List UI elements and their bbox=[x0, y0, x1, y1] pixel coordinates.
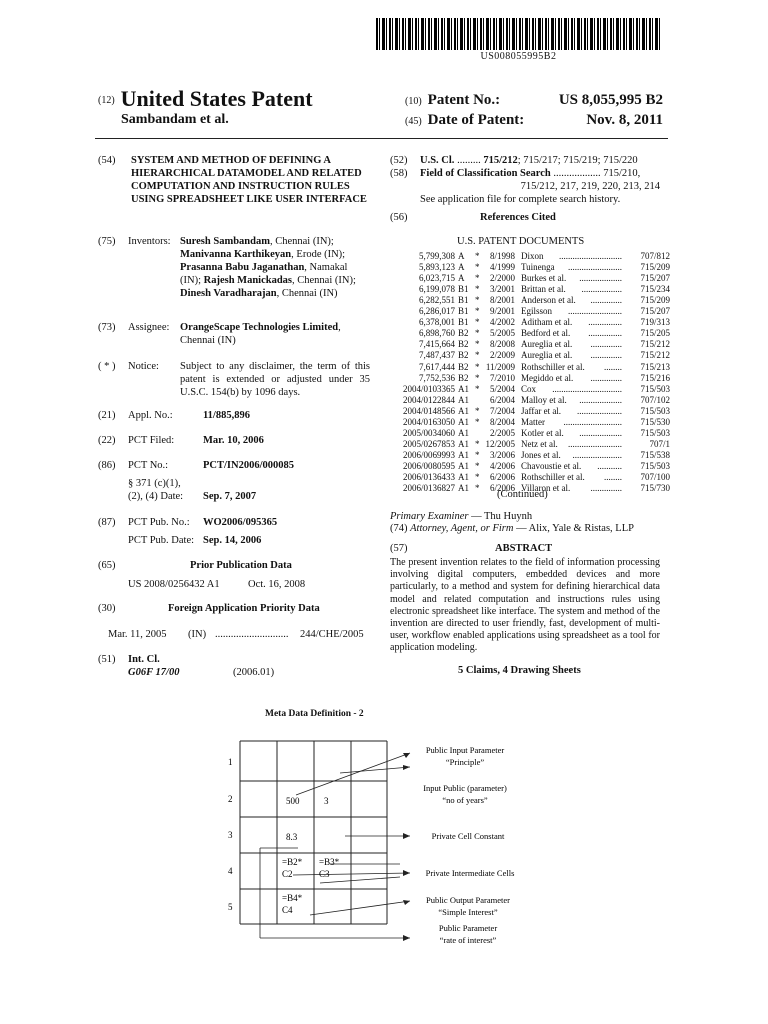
reference-name: Anderson et al. bbox=[521, 295, 576, 306]
pct-pub-no-label: PCT Pub. No.: bbox=[128, 517, 190, 528]
primary-examiner: Primary Examiner — Thu Huynh bbox=[390, 511, 533, 522]
patent-number-label: Patent No.: bbox=[427, 92, 501, 108]
reference-row bbox=[395, 373, 670, 384]
field-52-num: (52) bbox=[390, 155, 408, 166]
reference-star: * bbox=[475, 284, 480, 295]
field-search-row: Field of Classification Search .................. 715/210, bbox=[420, 168, 641, 179]
reference-kind: A1 bbox=[458, 449, 469, 460]
reference-cls: 707/812 bbox=[640, 251, 670, 261]
reference-date: 6/2004 bbox=[489, 394, 515, 405]
field-75-num: (75) bbox=[98, 236, 116, 247]
reference-name: Bedford et al. bbox=[521, 328, 571, 339]
reference-no: 6,023,715 bbox=[419, 273, 455, 284]
cell-b2: 500 bbox=[286, 796, 300, 806]
appl-no-value: 11/885,896 bbox=[203, 410, 250, 421]
s371-value: Sep. 7, 2007 bbox=[203, 491, 257, 502]
prior-pub-heading: Prior Publication Data bbox=[190, 560, 292, 571]
reference-row bbox=[395, 439, 670, 450]
reference-name: Cox bbox=[521, 383, 537, 394]
abstract-text: The present invention relates to the field of information processing involving digital computers, embedded devices and more particularly, to a method and system for defining hierarchical data model and related computation and instructions rules using electronic spreadsheet like interface. The system and method of the invention are directed to user friendly, fast, development of multi-user, workflow enabled applications using spreadsheet as a tool for application modeling. bbox=[390, 557, 660, 654]
reference-kind: A1 bbox=[458, 483, 469, 494]
references-continued: (Continued) bbox=[497, 489, 548, 500]
reference-cls: 707/1 bbox=[649, 438, 670, 449]
reference-dots: ............................ bbox=[559, 251, 622, 261]
field-73-num: (73) bbox=[98, 322, 116, 333]
reference-no: 2005/0034060 bbox=[402, 427, 455, 438]
reference-row bbox=[395, 472, 670, 483]
us-patent-docs-heading: U.S. PATENT DOCUMENTS bbox=[457, 236, 585, 247]
country: United States Patent bbox=[120, 86, 313, 111]
reference-kind: B2 bbox=[458, 361, 469, 372]
field-58-num: (58) bbox=[390, 168, 408, 179]
row-number: 2 bbox=[228, 794, 233, 804]
notice-text: Subject to any disclaimer, the term of this patent is extended or adjusted under 35 U.S.C. 154(b) by 1096 days. bbox=[180, 361, 370, 398]
reference-date: 5/2005 bbox=[489, 328, 515, 339]
reference-star: * bbox=[475, 317, 480, 328]
reference-cls: 707/100 bbox=[640, 472, 670, 482]
foreign-priority-value: 244/CHE/2005 bbox=[300, 629, 364, 640]
reference-name: Rothschiller et al. bbox=[521, 472, 585, 482]
field-56-num: (56) bbox=[390, 212, 408, 223]
prior-pub-date: Oct. 16, 2008 bbox=[248, 579, 306, 590]
reference-cls: 715/212 bbox=[640, 350, 670, 361]
reference-cls: 715/503 bbox=[640, 383, 670, 394]
reference-dots: .................... bbox=[577, 405, 622, 416]
reference-star: * bbox=[475, 328, 480, 339]
reference-date: 3/2006 bbox=[489, 449, 515, 460]
inventors-short: Sambandam et al. bbox=[121, 112, 229, 127]
barcode bbox=[376, 18, 661, 50]
reference-dots: .............. bbox=[590, 350, 622, 361]
foreign-priority-country: (IN) bbox=[188, 629, 207, 640]
pct-pub-no-value: WO2006/095365 bbox=[203, 517, 278, 528]
reference-cls: 715/730 bbox=[640, 483, 670, 494]
reference-no: 7,752,536 bbox=[419, 372, 455, 383]
reference-kind: A1 bbox=[458, 427, 469, 438]
reference-date: 4/2006 bbox=[489, 460, 515, 471]
patent-number-value: US 8,055,995 B2 bbox=[558, 92, 663, 108]
cell-b5-formula: =B4* bbox=[282, 893, 303, 903]
reference-star: * bbox=[475, 339, 480, 350]
field-87-num: (87) bbox=[98, 517, 116, 528]
reference-kind: A1 bbox=[458, 460, 469, 471]
label-private-intermediate: Private Intermediate Cells bbox=[425, 868, 515, 878]
reference-row bbox=[395, 306, 670, 317]
cell-b3: 8.3 bbox=[286, 832, 298, 842]
patent-date-value: Nov. 8, 2011 bbox=[586, 112, 663, 128]
reference-name: Villaron et al. bbox=[521, 483, 571, 494]
field-57-num: (57) bbox=[390, 543, 408, 554]
s371-label-1: § 371 (c)(1), bbox=[128, 478, 181, 489]
reference-no: 2004/0163050 bbox=[402, 416, 455, 427]
reference-cls: 715/503 bbox=[640, 427, 670, 438]
reference-star: * bbox=[475, 251, 480, 261]
patent-number-row: (10) Patent No.: US 8,055,995 B2 bbox=[405, 92, 663, 108]
publication-number: US008055995B2 bbox=[480, 51, 557, 62]
reference-name: Megiddo et al. bbox=[521, 372, 574, 383]
reference-kind: B1 bbox=[458, 284, 469, 295]
reference-kind: A bbox=[458, 273, 465, 284]
reference-dots: ................... bbox=[579, 273, 622, 284]
reference-kind: B2 bbox=[458, 328, 469, 339]
reference-name: Tuinenga bbox=[521, 262, 555, 273]
patent-date-label: Date of Patent: bbox=[427, 112, 525, 128]
reference-star: * bbox=[475, 449, 480, 460]
reference-dots: .......................... bbox=[563, 416, 622, 427]
label-private-constant: Private Cell Constant bbox=[431, 831, 505, 841]
reference-date: 12/2005 bbox=[485, 438, 515, 449]
reference-row bbox=[395, 251, 670, 262]
reference-row bbox=[395, 461, 670, 472]
reference-star: * bbox=[475, 273, 480, 284]
reference-name: Kotler et al. bbox=[521, 427, 564, 438]
reference-row bbox=[395, 317, 670, 328]
reference-row bbox=[395, 273, 670, 284]
reference-cls: 715/209 bbox=[640, 295, 670, 306]
reference-dots: ................... bbox=[579, 427, 622, 438]
reference-kind: B1 bbox=[458, 317, 469, 328]
reference-dots: .............. bbox=[590, 339, 622, 350]
field-21-num: (21) bbox=[98, 410, 116, 421]
reference-name: Matter bbox=[521, 416, 545, 427]
reference-dots: .............. bbox=[590, 483, 622, 494]
header-divider bbox=[95, 138, 668, 139]
field-65-num: (65) bbox=[98, 560, 116, 571]
reference-name: Aureglia et al. bbox=[521, 339, 573, 350]
reference-date: 11/2009 bbox=[485, 361, 515, 372]
label-public-input: Public Input Parameter bbox=[425, 745, 505, 755]
s371-label-2: (2), (4) Date: bbox=[128, 491, 184, 502]
reference-dots: ...................... bbox=[572, 449, 622, 460]
reference-date: 3/2001 bbox=[489, 284, 515, 295]
patent-date-row: (45) Date of Patent: Nov. 8, 2011 bbox=[405, 112, 663, 128]
reference-kind: B2 bbox=[458, 350, 469, 361]
reference-dots: ........................ bbox=[568, 262, 622, 273]
abstract-heading: ABSTRACT bbox=[495, 543, 553, 554]
foreign-priority-dots: ............................ bbox=[215, 629, 289, 640]
reference-row bbox=[395, 417, 670, 428]
reference-no: 5,893,123 bbox=[419, 262, 455, 273]
document-title bbox=[98, 86, 313, 112]
reference-star: * bbox=[475, 438, 480, 449]
reference-star: * bbox=[475, 295, 480, 306]
reference-star: * bbox=[475, 483, 480, 494]
reference-date: 8/2001 bbox=[489, 295, 515, 306]
row-number: 3 bbox=[228, 830, 233, 840]
reference-no: 7,487,437 bbox=[419, 350, 455, 361]
reference-row bbox=[395, 362, 670, 373]
reference-name: Aureglia et al. bbox=[521, 350, 573, 361]
reference-cls: 715/212 bbox=[640, 339, 670, 350]
field-30-num: (30) bbox=[98, 603, 116, 614]
reference-name: Egilsson bbox=[521, 306, 553, 317]
reference-no: 2004/0122844 bbox=[402, 394, 455, 405]
reference-name: Chavoustie et al. bbox=[521, 460, 582, 471]
inventors-list: Suresh Sambandam, Chennai (IN); Manivanna Karthikeyan, Erode (IN); Prasanna Babu Jaganathan, Namakal (IN); Rajesh Manickadas, Chennai (IN); Dinesh Varadharajan, Chennai (IN) bbox=[180, 236, 356, 299]
reference-no: 7,415,664 bbox=[419, 339, 455, 350]
us-cl-row: U.S. Cl. ......... 715/212; 715/217; 715/219; 715/220 bbox=[420, 155, 638, 166]
reference-cls: 715/207 bbox=[640, 306, 670, 317]
label-public-output: Public Output Parameter bbox=[425, 895, 511, 905]
reference-dots: .............. bbox=[590, 372, 622, 383]
reference-row bbox=[395, 295, 670, 306]
reference-row bbox=[395, 339, 670, 350]
reference-no: 2006/0136433 bbox=[402, 472, 455, 482]
reference-cls: 715/234 bbox=[640, 284, 670, 295]
reference-date: 2/2005 bbox=[489, 427, 515, 438]
pct-no-value: PCT/IN2006/000085 bbox=[203, 460, 295, 471]
notice-label: Notice: bbox=[128, 361, 159, 372]
reference-star: * bbox=[475, 350, 480, 361]
reference-no: 2006/0069993 bbox=[402, 449, 455, 460]
reference-cls: 715/205 bbox=[640, 328, 670, 339]
reference-star: * bbox=[475, 416, 480, 427]
reference-no: 6,286,017 bbox=[419, 306, 455, 317]
reference-cls: 715/503 bbox=[640, 405, 670, 416]
reference-kind: A bbox=[458, 251, 465, 261]
reference-dots: .................. bbox=[581, 284, 622, 295]
reference-star: * bbox=[475, 383, 480, 394]
reference-no: 2006/0136827 bbox=[402, 483, 455, 494]
reference-kind: B2 bbox=[458, 372, 469, 383]
reference-kind: A1 bbox=[458, 416, 469, 427]
reference-kind: A1 bbox=[458, 438, 469, 449]
reference-no: 2004/0103365 bbox=[402, 383, 455, 394]
inventors-label: Inventors: bbox=[128, 236, 171, 247]
int-cl-year: (2006.01) bbox=[233, 667, 275, 678]
reference-dots: ............... bbox=[588, 328, 622, 339]
reference-dots: ........ bbox=[604, 361, 622, 372]
appl-no-label: Appl. No.: bbox=[128, 410, 173, 421]
reference-row bbox=[395, 384, 670, 395]
reference-cls: 707/102 bbox=[640, 394, 670, 405]
reference-date: 8/2008 bbox=[489, 339, 515, 350]
pct-filed-value: Mar. 10, 2006 bbox=[203, 435, 264, 446]
claims-summary: 5 Claims, 4 Drawing Sheets bbox=[458, 665, 581, 676]
reference-star: * bbox=[475, 361, 480, 372]
reference-dots: ........................ bbox=[568, 438, 622, 449]
cell-c4-formula: =B3* bbox=[319, 857, 340, 867]
field-search-note: See application file for complete search history. bbox=[420, 194, 621, 205]
reference-no: 7,617,444 bbox=[419, 361, 455, 372]
reference-kind: A1 bbox=[458, 394, 469, 405]
reference-date: 2/2009 bbox=[489, 350, 515, 361]
reference-star: * bbox=[475, 372, 480, 383]
reference-date: 8/1998 bbox=[489, 251, 515, 261]
reference-star: * bbox=[475, 306, 480, 317]
reference-cls: 715/213 bbox=[640, 361, 670, 372]
reference-no: 2005/0267853 bbox=[402, 438, 455, 449]
reference-name: Brittan et al. bbox=[521, 284, 566, 295]
reference-cls: 715/503 bbox=[640, 460, 670, 471]
reference-name: Jaffar et al. bbox=[521, 405, 562, 416]
reference-cls: 715/538 bbox=[640, 449, 670, 460]
cell-b5-ref: C4 bbox=[282, 905, 293, 915]
reference-date: 9/2001 bbox=[489, 306, 515, 317]
reference-dots: .............. bbox=[590, 295, 622, 306]
row-number: 5 bbox=[228, 902, 233, 912]
prior-pub-number: US 2008/0256432 A1 bbox=[128, 579, 220, 590]
reference-row bbox=[395, 328, 670, 339]
reference-row bbox=[395, 406, 670, 417]
reference-name: Rothschiller et al. bbox=[521, 361, 585, 372]
reference-dots: ........... bbox=[597, 460, 622, 471]
reference-row bbox=[395, 350, 670, 361]
reference-date: 7/2004 bbox=[489, 405, 515, 416]
assignee-value: OrangeScape Technologies Limited, Chennai (IN) bbox=[180, 322, 341, 346]
reference-row bbox=[395, 450, 670, 461]
figure-title: Meta Data Definition - 2 bbox=[265, 709, 364, 719]
reference-date: 5/2004 bbox=[489, 383, 515, 394]
reference-row bbox=[395, 284, 670, 295]
reference-name: Burkes et al. bbox=[521, 273, 567, 284]
reference-kind: A1 bbox=[458, 383, 469, 394]
reference-star: * bbox=[475, 460, 480, 471]
reference-kind: A1 bbox=[458, 405, 469, 416]
reference-kind: B1 bbox=[458, 306, 469, 317]
reference-name: Malloy et al. bbox=[521, 394, 567, 405]
reference-no: 6,378,001 bbox=[419, 317, 455, 328]
reference-date: 4/2002 bbox=[489, 317, 515, 328]
reference-no: 6,199,078 bbox=[419, 284, 455, 295]
country-num: (12) bbox=[98, 95, 115, 107]
reference-kind: B2 bbox=[458, 339, 469, 350]
reference-row bbox=[395, 395, 670, 406]
reference-date: 8/2004 bbox=[489, 416, 515, 427]
int-cl-label: Int. Cl. bbox=[128, 654, 160, 665]
reference-no: 6,898,760 bbox=[419, 328, 455, 339]
notice-num: ( * ) bbox=[98, 361, 116, 372]
attorney: (74) Attorney, Agent, or Firm — Alix, Yale & Ristas, LLP bbox=[390, 523, 634, 534]
foreign-priority-heading: Foreign Application Priority Data bbox=[168, 603, 320, 614]
reference-star: * bbox=[475, 472, 480, 482]
label-principle: “Principle” bbox=[445, 757, 485, 767]
reference-row bbox=[395, 428, 670, 439]
reference-kind: A1 bbox=[458, 472, 469, 482]
field-51-num: (51) bbox=[98, 654, 116, 665]
cell-b4-ref: C2 bbox=[282, 869, 293, 879]
cell-c2: 3 bbox=[324, 796, 329, 806]
reference-dots: ............................... bbox=[552, 383, 622, 394]
field-search-values: 715/212, 217, 219, 220, 213, 214 bbox=[520, 181, 660, 192]
label-input-public: Input Public (parameter) bbox=[423, 783, 507, 793]
reference-kind: B1 bbox=[458, 295, 469, 306]
reference-cls: 715/209 bbox=[640, 262, 670, 273]
reference-no: 6,282,551 bbox=[419, 295, 455, 306]
label-rate-of-interest: “rate of interest” bbox=[439, 935, 497, 945]
reference-no: 2004/0148566 bbox=[402, 405, 455, 416]
reference-date: 6/2006 bbox=[489, 472, 515, 482]
label-no-of-years: “no of years” bbox=[442, 795, 488, 805]
reference-date: 6/2006 bbox=[489, 483, 515, 494]
assignee-label: Assignee: bbox=[128, 322, 170, 333]
pct-filed-label: PCT Filed: bbox=[128, 435, 175, 446]
invention-title: SYSTEM AND METHOD OF DEFINING A HIERARCHICAL DATAMODEL AND RELATED COMPUTATION AND INSTRUCTION RULES USING SPREADSHEET LIKE USER INTERFACE bbox=[131, 155, 367, 205]
reference-row bbox=[395, 262, 670, 273]
reference-name: Dixon bbox=[521, 251, 544, 261]
label-public-parameter: Public Parameter bbox=[438, 923, 498, 933]
reference-name: Netz et al. bbox=[521, 438, 558, 449]
reference-cls: 715/216 bbox=[640, 372, 670, 383]
row-number: 1 bbox=[228, 757, 233, 767]
reference-kind: A bbox=[458, 262, 465, 273]
pct-no-label: PCT No.: bbox=[128, 460, 169, 471]
reference-no: 2006/0080595 bbox=[402, 460, 455, 471]
reference-date: 7/2010 bbox=[489, 372, 515, 383]
reference-dots: ............... bbox=[588, 317, 622, 328]
reference-cls: 719/313 bbox=[640, 317, 670, 328]
field-22-num: (22) bbox=[98, 435, 116, 446]
pct-pub-date-value: Sep. 14, 2006 bbox=[203, 535, 262, 546]
foreign-priority-date: Mar. 11, 2005 bbox=[108, 629, 167, 640]
reference-star: * bbox=[475, 405, 480, 416]
reference-star: * bbox=[475, 262, 480, 273]
figure-diagram bbox=[220, 725, 520, 955]
int-cl-class: G06F 17/00 bbox=[128, 667, 180, 678]
row-number: 4 bbox=[228, 866, 233, 876]
field-86-num: (86) bbox=[98, 460, 116, 471]
reference-no: 5,799,308 bbox=[419, 251, 455, 261]
reference-date: 2/2000 bbox=[489, 273, 515, 284]
reference-dots: ........................ bbox=[568, 306, 622, 317]
cell-b4-formula: =B2* bbox=[282, 857, 303, 867]
reference-name: Aditham et al. bbox=[521, 317, 573, 328]
reference-cls: 715/207 bbox=[640, 273, 670, 284]
reference-dots: ................... bbox=[579, 394, 622, 405]
cell-c4-ref: C3 bbox=[319, 869, 330, 879]
reference-cls: 715/530 bbox=[640, 416, 670, 427]
reference-name: Jones et al. bbox=[521, 449, 561, 460]
reference-date: 4/1999 bbox=[489, 262, 515, 273]
field-54-num: (54) bbox=[98, 155, 116, 166]
label-simple-interest: “Simple Interest” bbox=[438, 907, 498, 917]
reference-dots: ........ bbox=[604, 472, 622, 482]
pct-pub-date-label: PCT Pub. Date: bbox=[128, 535, 195, 546]
references-heading: References Cited bbox=[480, 212, 556, 223]
